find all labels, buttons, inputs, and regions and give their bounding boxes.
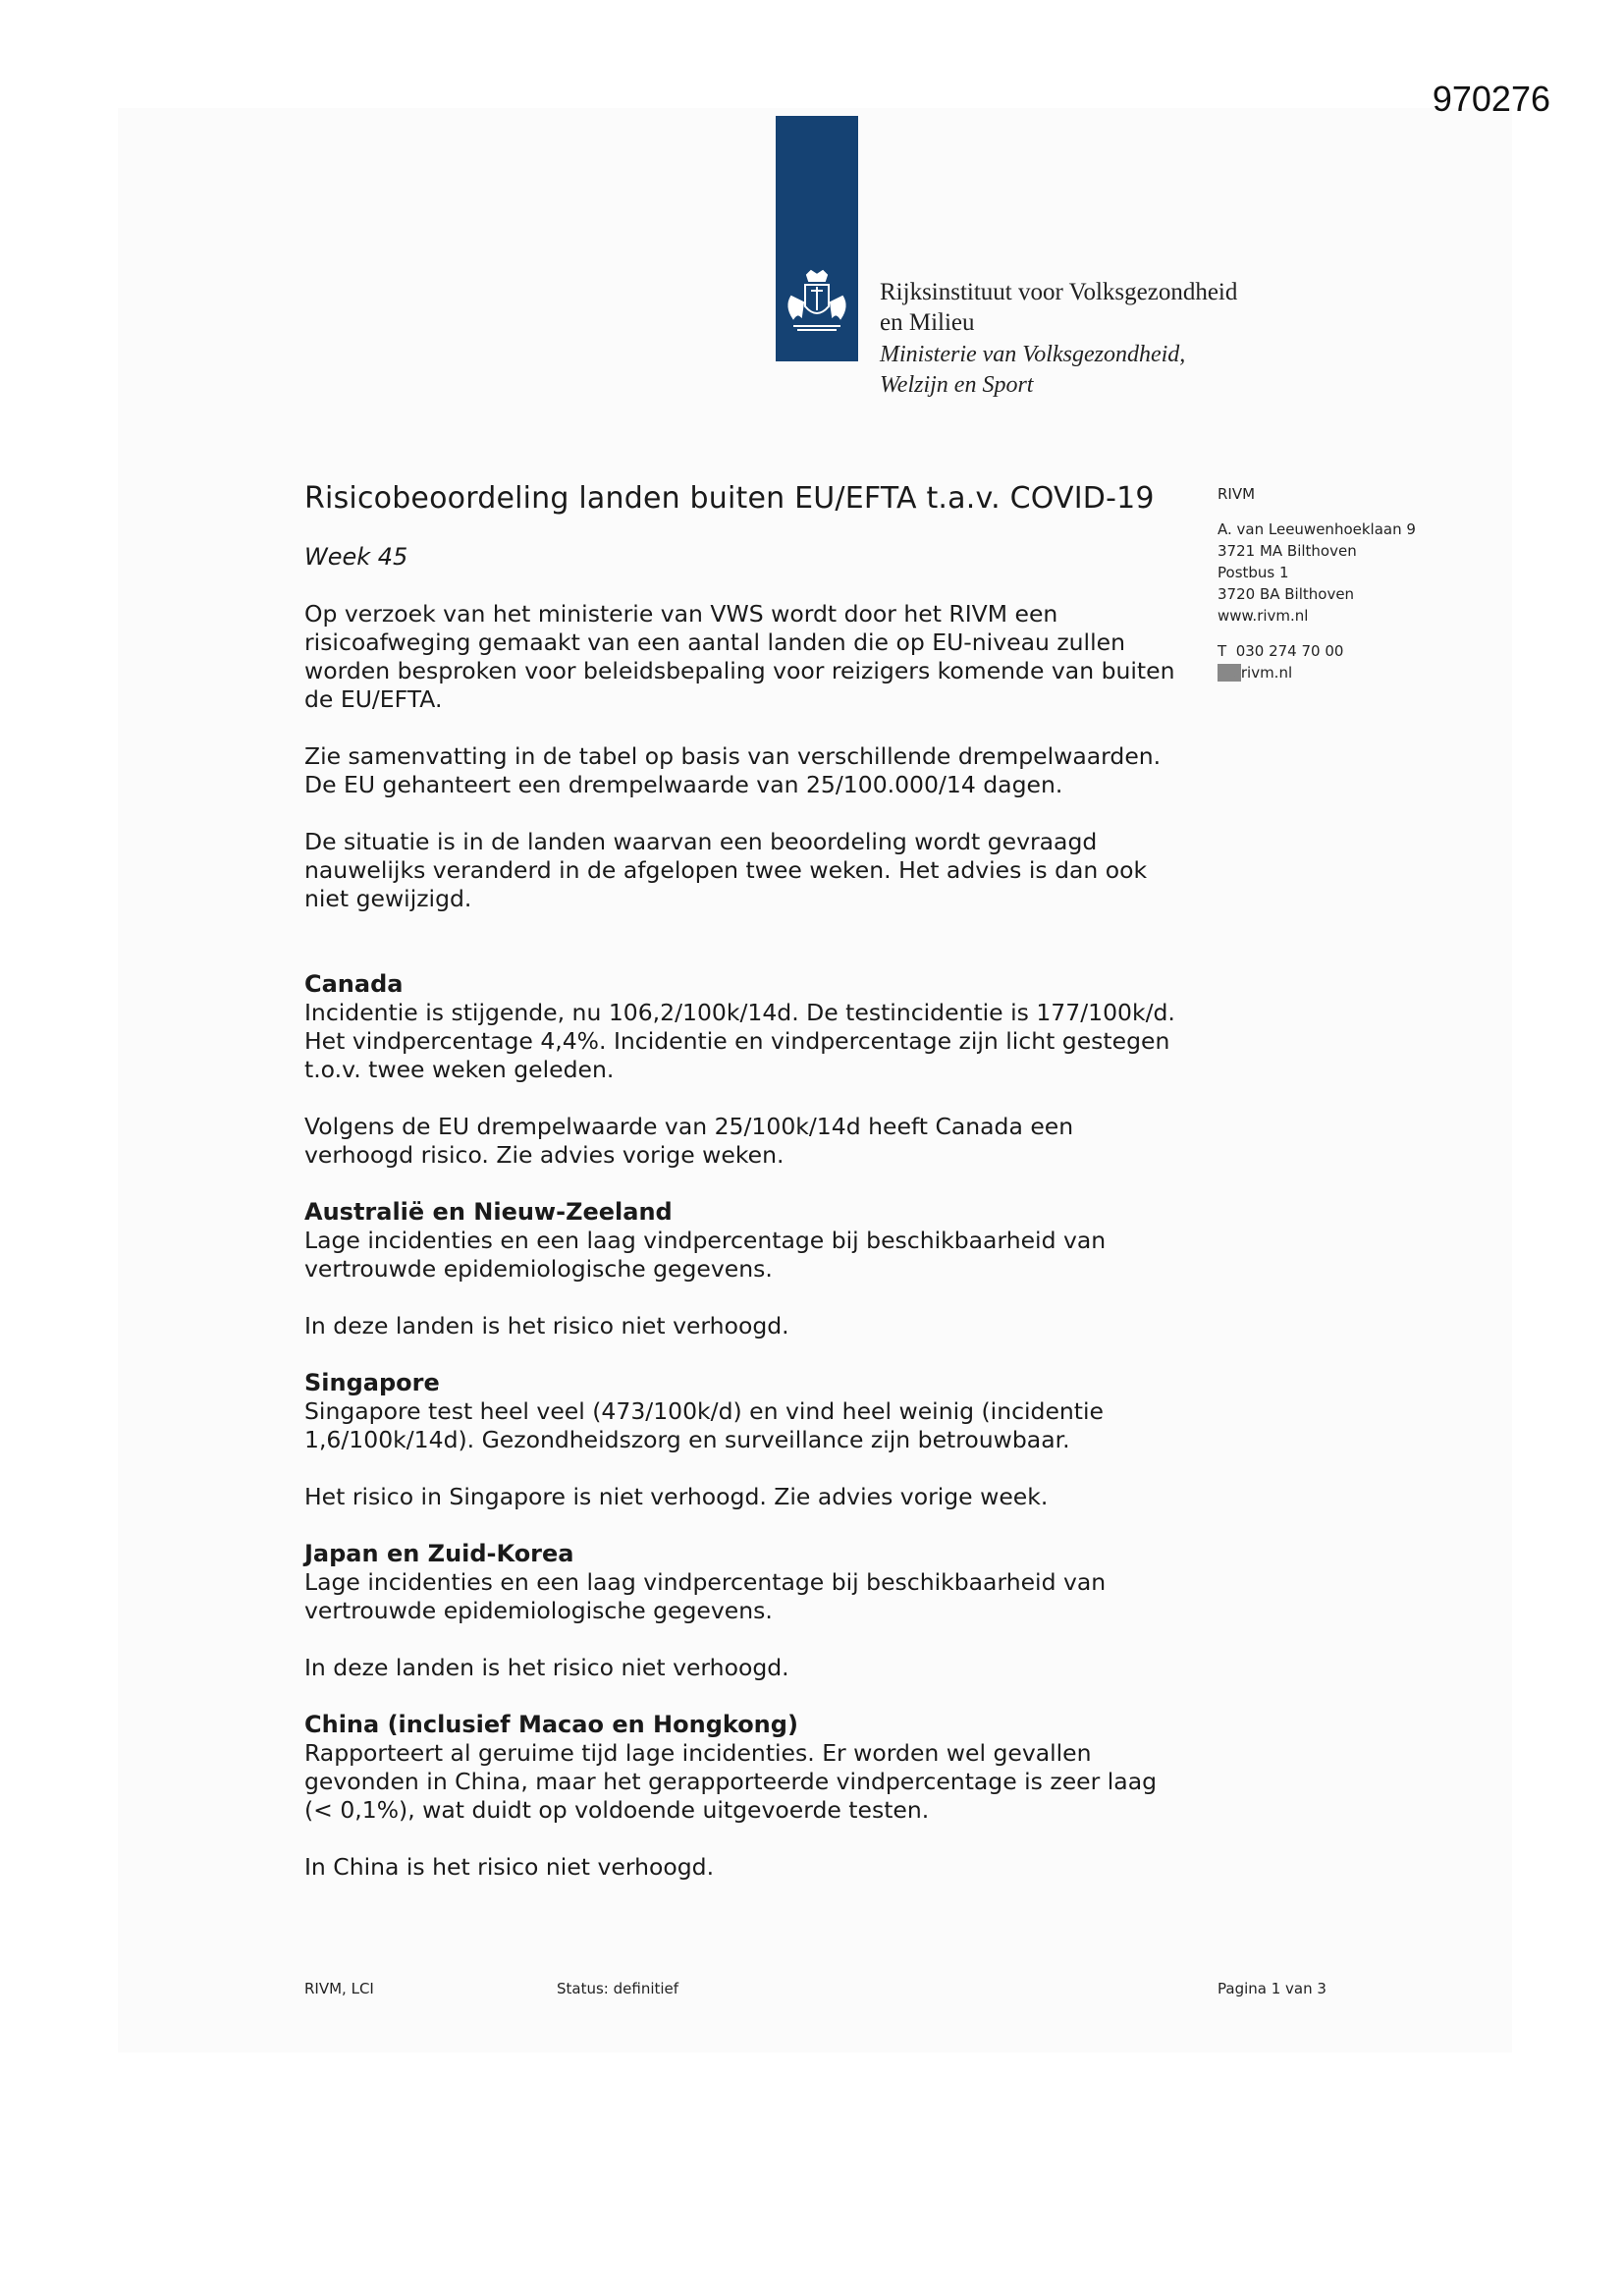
intro-paragraph: De situatie is in de landen waarvan een beoordeling wordt gevraagd nauwelijks veranderd in de afgelopen twee weken. Het advies is dan ook niet gewijzigd. <box>304 828 1148 912</box>
sidebar-address-line: A. van Leeuwenhoeklaan 9 <box>1218 520 1416 538</box>
footer-left: RIVM, LCI <box>304 1980 374 1997</box>
footer-page-number: Pagina 1 van 3 <box>1218 1980 1326 1997</box>
week-label: Week 45 <box>304 543 408 571</box>
section-paragraph: Lage incidenties en een laag vindpercentage bij beschikbaarheid van vertrouwde epidemiologische gegevens. <box>304 1227 1107 1283</box>
section-heading: Japan en Zuid-Korea <box>304 1540 574 1567</box>
document-number: 970276 <box>1432 79 1550 119</box>
section-paragraph: Lage incidenties en een laag vindpercentage bij beschikbaarheid van vertrouwde epidemiologische gegevens. <box>304 1568 1107 1624</box>
ministry-line1: Ministerie van Volksgezondheid, <box>880 342 1186 367</box>
intro-paragraph: Zie samenvatting in de tabel op basis van verschillende drempelwaarden. De EU gehanteert een drempelwaarde van 25/100.000/14 dagen. <box>304 742 1162 798</box>
section-paragraph: Singapore test heel veel (473/100k/d) en vind heel weinig (incidentie 1,6/100k/14d). Gezondheidszorg en surveillance zijn betrouwbaar. <box>304 1397 1105 1453</box>
section-japan-south-korea <box>304 1540 1188 1682</box>
section-paragraph: Incidentie is stijgende, nu 106,2/100k/14d. De testincidentie is 177/100k/d. Het vindpercentage 4,4%. Incidentie en vindpercentage zijn licht gestegen t.o.v. twee weken geleden. <box>304 999 1175 1083</box>
organisation-name <box>880 277 1237 338</box>
section-paragraph: Rapporteert al geruime tijd lage incidenties. Er worden wel gevallen gevonden in China, maar het gerapporteerde vindpercentage is zeer laag (< 0,1%), wat duidt op voldoende uitgevoerde testen. <box>304 1739 1158 1824</box>
section-singapore <box>304 1369 1188 1511</box>
sidebar-email-domain: rivm.nl <box>1240 664 1293 682</box>
sidebar-org: RIVM <box>1218 485 1256 503</box>
address-sidebar <box>1218 483 1416 683</box>
redaction-mark: 1.2 <box>1218 664 1241 682</box>
sidebar-address-line: 3721 MA Bilthoven <box>1218 542 1357 560</box>
sidebar-address-line: Postbus 1 <box>1218 564 1289 581</box>
section-paragraph: In China is het risico niet verhoogd. <box>304 1853 715 1881</box>
main-content <box>304 481 1188 1910</box>
section-heading: Australië en Nieuw-Zeeland <box>304 1198 673 1226</box>
royal-crest-icon <box>778 267 856 342</box>
section-heading: Singapore <box>304 1369 440 1396</box>
ministry-name <box>880 340 1185 401</box>
sidebar-address-line: 3720 BA Bilthoven <box>1218 585 1355 603</box>
footer-status: Status: definitief <box>557 1980 679 1997</box>
section-canada <box>304 970 1188 1170</box>
org-name-line2: en Milieu <box>880 309 975 336</box>
section-heading: China (inclusief Macao en Hongkong) <box>304 1711 798 1738</box>
sidebar-email <box>1218 662 1416 683</box>
document-title: Risicobeoordeling landen buiten EU/EFTA t.a.v. COVID-19 <box>304 481 1155 516</box>
section-heading: Canada <box>304 970 404 998</box>
section-paragraph: In deze landen is het risico niet verhoogd. <box>304 1312 789 1339</box>
sidebar-website: www.rivm.nl <box>1218 607 1309 625</box>
sidebar-phone: T 030 274 70 00 <box>1218 642 1344 660</box>
section-paragraph: Het risico in Singapore is niet verhoogd. Zie advies vorige week. <box>304 1483 1049 1510</box>
intro-paragraph: Op verzoek van het ministerie van VWS wordt door het RIVM een risicoafweging gemaakt van een aantal landen die op EU-niveau zullen worden besproken voor beleidsbepaling voor reizigers komende van buiten de EU/EFTA. <box>304 600 1175 713</box>
section-paragraph: Volgens de EU drempelwaarde van 25/100k/14d heeft Canada een verhoogd risico. Zie advies vorige weken. <box>304 1113 1074 1169</box>
section-paragraph: In deze landen is het risico niet verhoogd. <box>304 1654 789 1681</box>
section-china <box>304 1711 1188 1882</box>
section-australia-new-zealand <box>304 1198 1188 1340</box>
org-name-line1: Rijksinstituut voor Volksgezondheid <box>880 279 1238 305</box>
ministry-line2: Welzijn en Sport <box>880 372 1034 398</box>
